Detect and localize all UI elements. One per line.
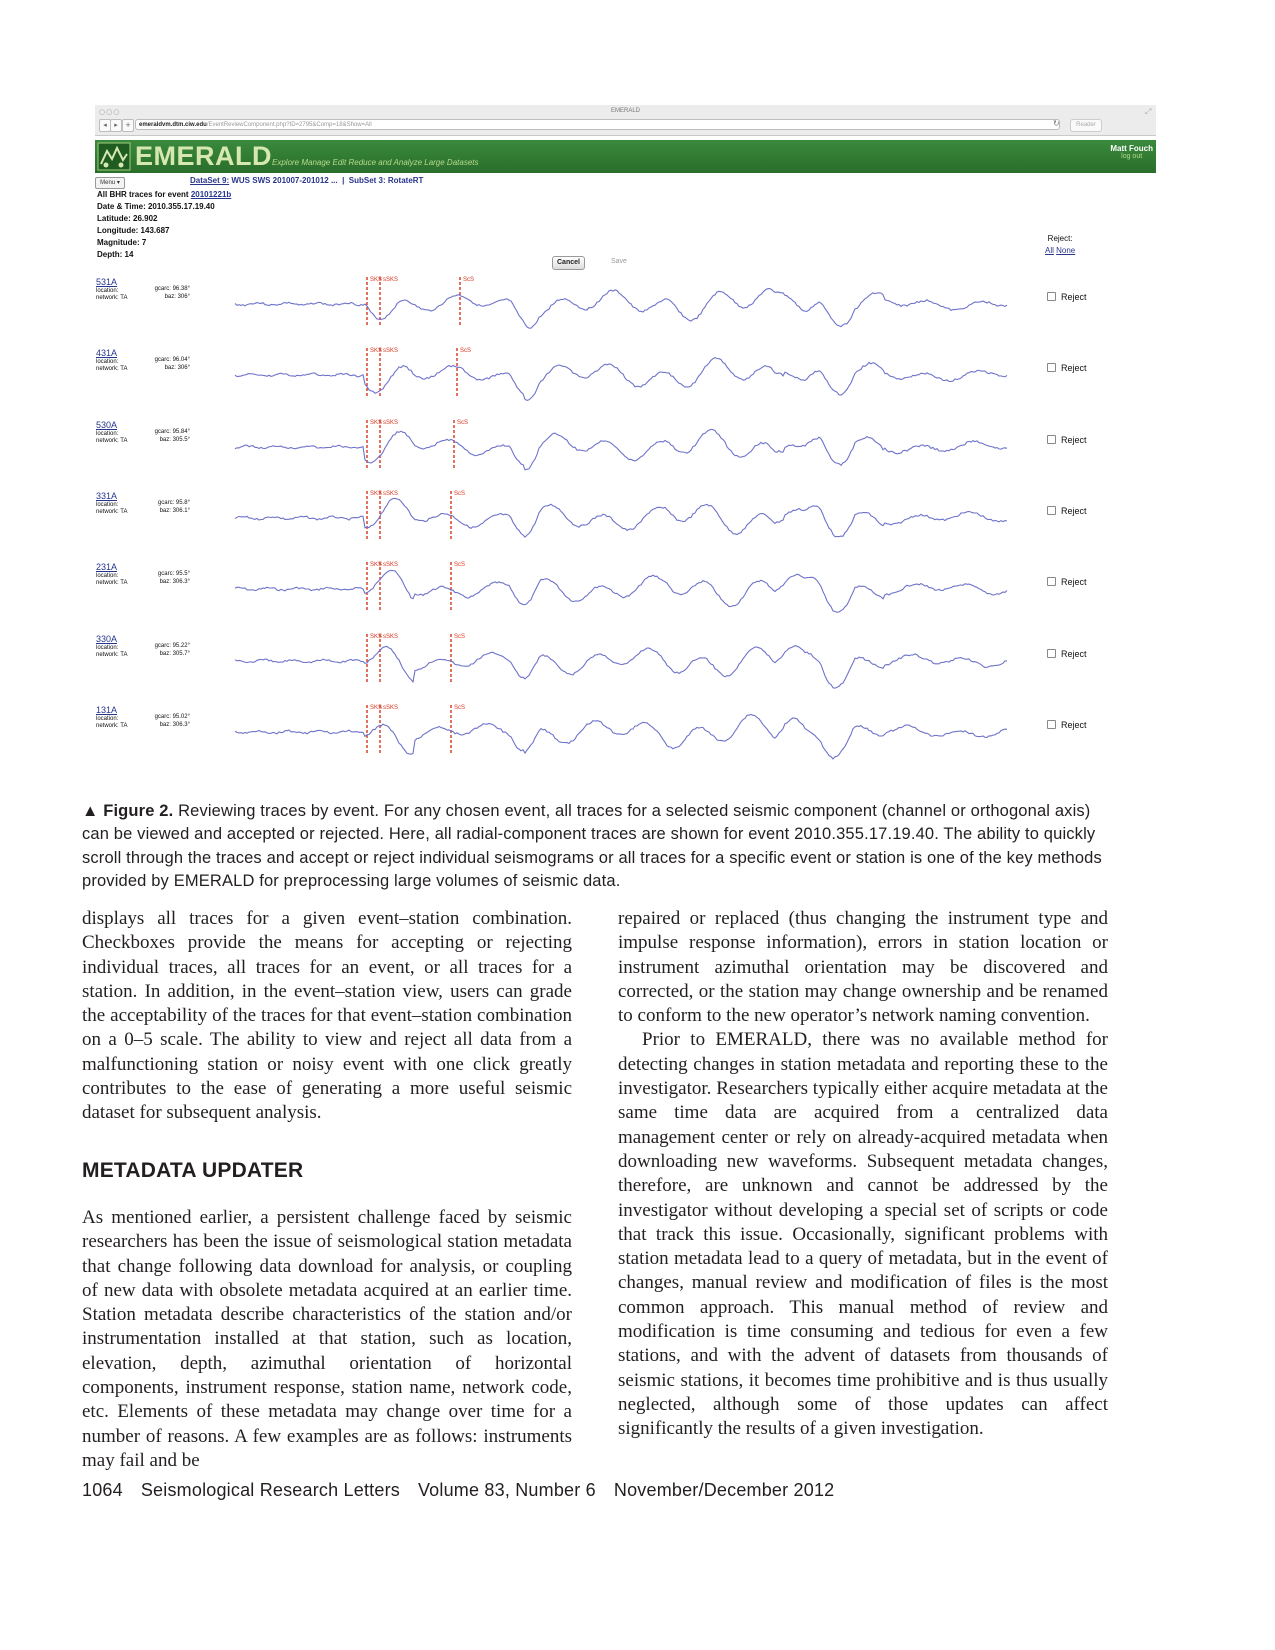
station-link[interactable]: 530A [96, 419, 118, 430]
reject-checkbox[interactable] [1047, 720, 1087, 730]
checkbox-icon[interactable] [1047, 720, 1056, 729]
waveform-line [235, 289, 1007, 329]
user-panel [1110, 144, 1153, 160]
trace-row [95, 628, 1156, 698]
reject-checkbox[interactable] [1047, 435, 1087, 445]
location-label: location: [96, 430, 119, 437]
window-controls-icon[interactable]: ○○○ [99, 108, 121, 116]
seismogram-trace [235, 556, 1015, 626]
reject-label: Reject [1061, 648, 1087, 659]
phase-label: ScS [457, 419, 469, 426]
phase-label: SKS [370, 633, 383, 640]
network-label: network: TA [96, 508, 128, 515]
checkbox-icon[interactable] [1047, 506, 1056, 515]
baz-value: baz: 306.1° [159, 507, 190, 514]
phase-label: SKS [370, 419, 383, 426]
checkbox-icon[interactable] [1047, 292, 1056, 301]
breadcrumb-dataset-link[interactable]: DataSet 9: [190, 176, 230, 185]
phase-label: SKS [370, 348, 383, 355]
right-paragraph-1: repaired or replaced (thus changing the instrument type and impulse response information), errors in station location or instrument azimuthal orientation may be discovered and corrected, or the station may change ownership and be renamed to conform to the new operator’s network naming convention. [618, 908, 1108, 1027]
trace-metadata [140, 356, 190, 372]
phase-label: sSKS [383, 562, 399, 569]
network-label: network: TA [96, 722, 128, 729]
gcarc-value: gcarc: 95.8° [157, 499, 190, 506]
left-paragraph-2: As mentioned earlier, a persistent challenge faced by seismic researchers has been the issue of seismological station metadata that change following data download for analysis, or coupling of new data with obsolete metadata acquired at an earlier time. Station metadata describe characteristics of the station and/or instrumentation installed at that station, such as location, elevation, depth, azimuthal orientation of horizontal components, instrument response, station name, network code, etc. Elements of these metadata may change over time for a number of reasons. A few examples are as follows: instruments may fail and be [82, 1206, 572, 1471]
waveform-line [235, 358, 1007, 401]
url-host: emeraldvm.dtm.ciw.edu [139, 122, 207, 128]
phase-label: sSKS [383, 277, 399, 283]
left-paragraph-1: displays all traces for a given event–station combination. Checkboxes provide the means for accepting or rejecting individual traces, all traces for an event, or all traces for a station. In addition, in the event–station view, users can grade the acceptability of the traces for that event–station combination on a 0–5 scale. The ability to view and reject all data from a malfunctioning station or noisy event with one click greatly contributes to the ease of generating a more useful seismic dataset for subsequent analysis. [82, 908, 572, 1124]
checkbox-icon[interactable] [1047, 363, 1056, 372]
reject-all-link[interactable]: All [1045, 246, 1054, 255]
station-info [96, 562, 127, 587]
location-label: location: [96, 501, 119, 508]
add-tab-icon[interactable]: + [122, 119, 134, 132]
gcarc-value: gcarc: 95.02° [154, 713, 190, 720]
breadcrumb-subset: SubSet 3: RotateRT [348, 176, 424, 185]
baz-value: baz: 306.3° [159, 579, 190, 586]
trace-row [95, 699, 1156, 769]
reject-label: Reject [1061, 505, 1087, 516]
cancel-button[interactable]: Cancel [552, 256, 585, 270]
station-link[interactable]: 431A [96, 348, 118, 359]
reject-none-link[interactable]: None [1056, 246, 1076, 255]
baz-value: baz: 305.5° [159, 436, 190, 443]
phase-label: ScS [454, 562, 466, 569]
trace-row [95, 414, 1156, 484]
phase-label: SKS [370, 277, 383, 283]
phase-label: ScS [463, 277, 475, 283]
seismogram-trace [235, 699, 1015, 769]
trace-metadata [140, 499, 190, 515]
trace-metadata [140, 713, 190, 729]
phase-label: sSKS [383, 348, 399, 355]
baz-value: baz: 306° [164, 365, 190, 372]
figure-screenshot [95, 105, 1156, 790]
gcarc-value: gcarc: 95.5° [157, 571, 190, 578]
reject-checkbox[interactable] [1047, 506, 1087, 516]
network-label: network: TA [96, 366, 128, 373]
waveform-line [235, 714, 1007, 758]
station-link[interactable]: 131A [96, 704, 118, 715]
reject-checkbox[interactable] [1047, 363, 1087, 373]
figure-label: ▲ Figure 2. [82, 802, 174, 820]
window-title: EMERALD [610, 108, 640, 114]
reject-label: Reject [1061, 363, 1087, 374]
emerald-logo-icon [97, 142, 131, 171]
event-latitude: Latitude: 26.902 [97, 214, 158, 223]
resize-icon[interactable]: ⤢ [1145, 107, 1152, 116]
waveform-line [235, 571, 1007, 613]
right-paragraph-2: Prior to EMERALD, there was no available method for detecting changes in station metadata and reporting these to the investigator. Researchers typically either acquire metadata at the same time data are acquired from a centralized data management center or rely on already-acquired metadata when downloading new waveforms. Subsequent metadata changes, therefore, are unknown and cannot be addressed by the investigator without developing a special set of scripts or code that track this issue. Occasionally, significant problems with station metadata lead to a query of metadata, but in the event of changes, manual review and modification of files is the most common approach. This manual method of review and modification is time consuming and tedious for even a few stations, and with the advent of datasets from thousands of seismic stations, it becomes time prohibitive and is thus usually neglected, although some of those updates can affect significantly the results of a given investigation. [618, 1029, 1108, 1440]
checkbox-icon[interactable] [1047, 577, 1056, 586]
trace-metadata [140, 428, 190, 444]
forward-icon[interactable]: ▸ [110, 119, 122, 132]
location-label: location: [96, 288, 119, 294]
reject-header-label: Reject: [1047, 234, 1073, 243]
app-title: EMERALD [135, 141, 272, 171]
breadcrumb-separator: | [337, 176, 349, 185]
baz-value: baz: 305.7° [159, 650, 190, 657]
figure-caption [82, 800, 1108, 893]
seismogram-trace [235, 628, 1015, 698]
breadcrumb-dataset-name: WUS SWS 201007-201012 ... [229, 176, 338, 185]
browser-chrome [95, 105, 1156, 136]
network-label: network: TA [96, 580, 128, 587]
reader-button[interactable]: Reader [1070, 119, 1102, 132]
station-info [96, 277, 127, 302]
station-link[interactable]: 231A [96, 562, 118, 573]
phase-label: ScS [454, 490, 466, 497]
app-banner [95, 140, 1156, 173]
phase-label: sSKS [383, 490, 399, 497]
page-footer [82, 1480, 834, 1501]
seismogram-trace [235, 485, 1015, 555]
event-datetime: Date & Time: 2010.355.17.19.40 [97, 202, 215, 211]
station-link[interactable]: 330A [96, 633, 118, 644]
phase-label: ScS [454, 633, 466, 640]
trace-metadata [140, 285, 190, 301]
left-column [82, 907, 572, 1473]
checkbox-icon[interactable] [1047, 649, 1056, 658]
network-label: network: TA [96, 651, 128, 658]
waveform-line [235, 429, 1007, 469]
trace-metadata [140, 570, 190, 586]
trace-row [95, 485, 1156, 555]
network-label: network: TA [96, 295, 128, 301]
phase-label: ScS [460, 348, 472, 355]
station-info [96, 420, 127, 445]
breadcrumb [190, 176, 423, 185]
station-info [96, 634, 127, 659]
location-label: location: [96, 644, 119, 651]
station-info [96, 491, 127, 516]
network-label: network: TA [96, 437, 128, 444]
event-heading-prefix: All BHR traces for event [97, 190, 191, 199]
save-button[interactable]: Save [611, 258, 627, 265]
phase-label: SKS [370, 562, 383, 569]
logout-link[interactable]: log out [1121, 153, 1143, 160]
waveform-line [235, 645, 1007, 688]
baz-value: baz: 306.3° [159, 721, 190, 728]
reject-label: Reject [1061, 292, 1087, 302]
page-number: 1064 [82, 1480, 123, 1500]
gcarc-value: gcarc: 96.38° [154, 286, 190, 292]
reload-icon[interactable]: ↻ [1053, 119, 1060, 128]
trace-metadata [140, 642, 190, 658]
location-label: location: [96, 715, 119, 722]
reject-checkbox[interactable] [1047, 649, 1087, 659]
seismogram-trace [235, 271, 1015, 341]
reject-checkbox[interactable] [1047, 577, 1087, 587]
station-link[interactable]: 331A [96, 490, 118, 501]
app-tagline: Explore Manage Edit Reduce and Analyze Large Datasets [272, 158, 479, 167]
phase-label: sSKS [383, 633, 399, 640]
reject-label: Reject [1061, 434, 1087, 445]
volume-issue: Volume 83, Number 6 [417, 1480, 596, 1500]
event-magnitude: Magnitude: 7 [97, 238, 147, 247]
station-link[interactable]: 531A [96, 277, 118, 287]
trace-row [95, 271, 1156, 341]
station-info [96, 348, 127, 373]
event-id-link[interactable]: 20101221b [190, 190, 232, 199]
section-heading: METADATA UPDATER [82, 1158, 304, 1182]
station-info [96, 705, 127, 730]
caption-text: Reviewing traces by event. For any chosen event, all traces for a selected seismic component (channel or orthogonal axis) can be viewed and accepted or rejected. Here, all radial-component traces are shown for event 2010.355.17.19.40. The ability to quickly scroll through the traces and accept or reject individual seismograms or all traces for a specific event or station is one of the key methods provided by EMERALD for preprocessing large volumes of seismic data. [82, 802, 1102, 890]
user-name: Matt Fouch [1110, 144, 1153, 153]
gcarc-value: gcarc: 95.22° [154, 642, 190, 649]
event-heading [97, 189, 231, 201]
trace-row [95, 556, 1156, 626]
url-bar[interactable] [135, 119, 1060, 130]
back-icon[interactable]: ◂ [99, 119, 111, 132]
gcarc-value: gcarc: 95.84° [154, 428, 190, 435]
phase-label: SKS [370, 704, 383, 711]
menu-button[interactable]: Menu ▾ [95, 177, 125, 189]
gcarc-value: gcarc: 96.04° [154, 357, 190, 364]
event-longitude: Longitude: 143.687 [97, 226, 170, 235]
journal-name: Seismological Research Letters [140, 1480, 400, 1500]
phase-label: SKS [370, 490, 383, 497]
right-column [618, 907, 1108, 1442]
location-label: location: [96, 359, 119, 366]
location-label: location: [96, 573, 119, 580]
reject-label: Reject [1061, 577, 1087, 588]
baz-value: baz: 306° [164, 294, 190, 300]
event-info [97, 189, 231, 261]
reject-label: Reject [1061, 719, 1087, 730]
trace-row [95, 342, 1156, 412]
seismogram-trace [235, 414, 1015, 484]
issue-date: November/December 2012 [613, 1480, 835, 1500]
checkbox-icon[interactable] [1047, 435, 1056, 444]
reject-checkbox[interactable] [1047, 292, 1087, 302]
phase-label: sSKS [383, 704, 399, 711]
event-depth: Depth: 14 [97, 250, 134, 259]
url-path: /EventReviewComponent.php?ID=2795&Comp=18&Show=All [206, 122, 372, 128]
seismogram-trace [235, 342, 1015, 412]
waveform-line [235, 498, 1007, 537]
phase-label: ScS [454, 704, 466, 711]
reject-all-header [1045, 233, 1075, 257]
phase-label: sSKS [383, 419, 399, 426]
